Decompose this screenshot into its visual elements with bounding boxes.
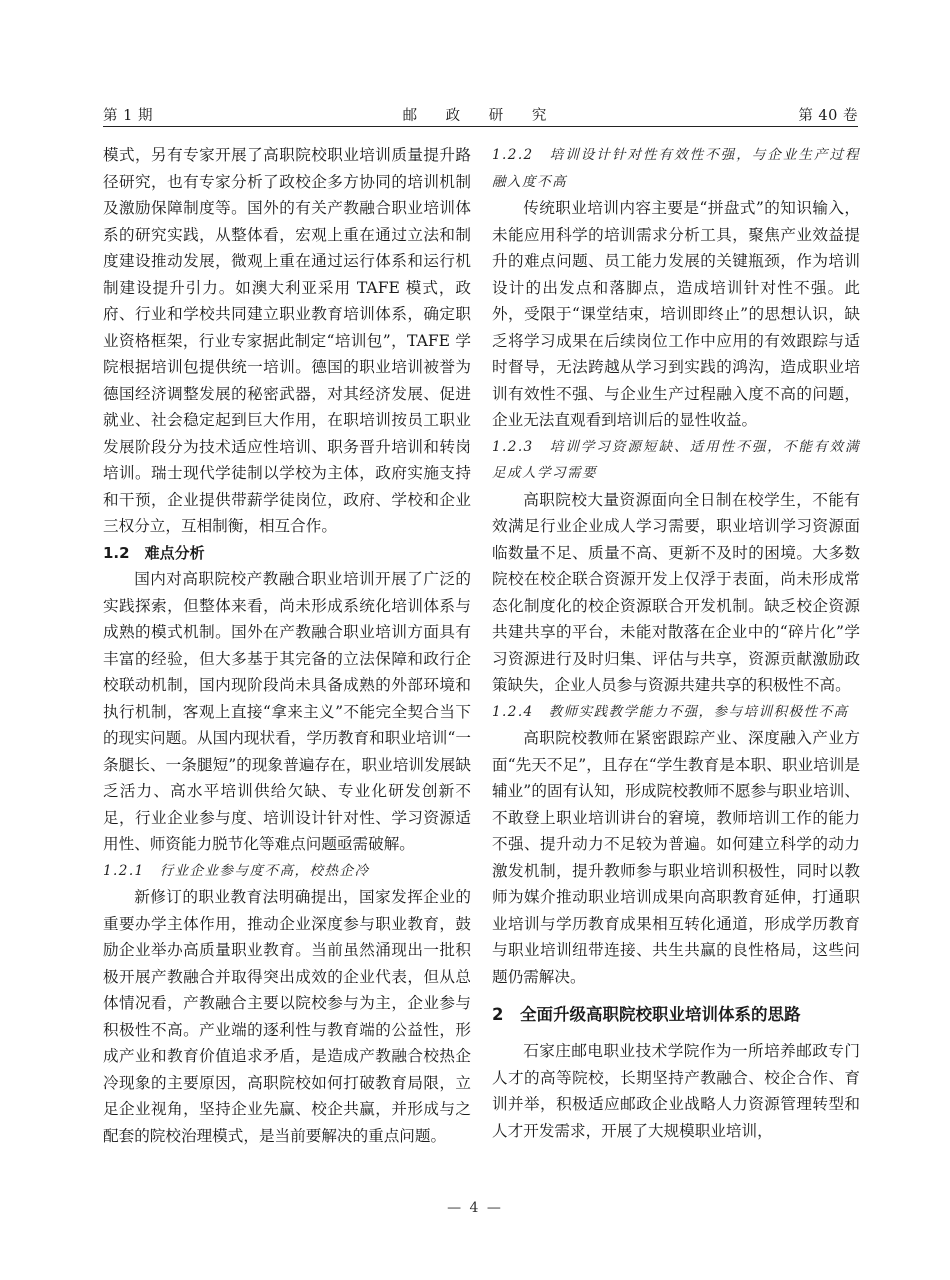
section-heading-2: 2 全面升级高职院校职业培训体系的思路: [492, 1005, 801, 1024]
subsection-heading-1-2-3: 1.2.3 培训学习资源短缺、适用性不强，不能有效满足成人学习需要: [492, 438, 860, 481]
right-column: [492, 142, 860, 1144]
paragraph-1-2-3: 高职院校大量资源面向全日制在校学生，不能有效满足行业企业成人学习需要，职业培训学习资源面临数量不足、质量不高、更新不及时的困境。大多数院校在校企联合资源开发上仅浮于表面，尚未形成常态化制度化的校企资源联合开发机制。缺乏校企资源共建共享的平台，未能对散落在企业中的“碎片化”学习资源进行及时归集、评估与共享，资源贡献激励政策缺失，企业人员参与资源共建共享的积极性不高。: [492, 490, 860, 694]
subsection-heading-1-2-1: 1.2.1 行业企业参与度不高，校热企冷: [103, 862, 370, 879]
paragraph-2: 石家庄邮电职业技术学院作为一所培养邮政专门人才的高等院校，长期坚持产教融合、校企合作、育训并举，积极适应邮政企业战略人力资源管理转型和人才开发需求，开展了大规模职业培训，: [492, 1042, 860, 1140]
section-heading-1-2: 1.2 难点分析: [103, 543, 205, 562]
paragraph-1-2-4: 高职院校教师在紧密跟踪产业、深度融入产业方面“先天不足”，且存在“学生教育是本职、职业培训是辅业”的固有认知，形成院校教师不愿参与职业培训、不敢登上职业培训讲台的窘境，教师培训工作的能力不强、提升动力不足较为普遍。如何建立科学的动力激发机制，提升教师参与职业培训积极性，同时以教师为媒介推动职业培训成果向高职教育延伸，打通职业培训与学历教育成果相互转化通道，形成学历教育与职业培训纽带连接、共生共赢的良性格局，这些问题仍需解决。: [492, 729, 860, 986]
subsection-heading-1-2-4: 1.2.4 教师实践教学能力不强，参与培训积极性不高: [492, 703, 849, 720]
paragraph-1-2: 国内对高职院校产教融合职业培训开展了广泛的实践探索，但整体来看，尚未形成系统化培训体系与成熟的模式机制。国外在产教融合职业培训方面具有丰富的经验，但大多基于其完备的立法保障和政行企校联动机制，国内现阶段尚未具备成熟的外部环境和执行机制，客观上直接“拿来主义”不能完全契合当下的现实问题。从国内现状看，学历教育和职业培训“一条腿长、一条腿短”的现象普遍存在，职业培训发展缺乏活力、高水平培训供给欠缺、专业化研发创新不足，行业企业参与度、培训设计针对性、学习资源适用性、师资能力脱节化等难点问题亟需破解。: [103, 570, 471, 853]
issue-label: 第 1 期: [103, 108, 153, 124]
left-column: [103, 142, 471, 1149]
paragraph-1-2-2: 传统职业培训内容主要是“拼盘式”的知识输入，未能应用科学的培训需求分析工具，聚焦产业效益提升的难点问题、员工能力发展的关键瓶颈，作为培训设计的出发点和落脚点，造成培训针对性不强。此外，受限于“课堂结束，培训即终止”的思想认识，缺乏将学习成果在后续岗位工作中应用的有效跟踪与适时督导，无法跨越从学习到实践的鸿沟，造成职业培训有效性不强、与企业生产过程融入度不高的问题，企业无法直观看到培训后的显性收益。: [492, 199, 860, 429]
paragraph-continued: 模式，另有专家开展了高职院校职业培训质量提升路径研究，也有专家分析了政校企多方协同的培训机制及激励保障制度等。国外的有关产教融合职业培训体系的研究实践，从整体看，宏观上重在通过立法和制度建设推动发展，微观上重在通过运行体系和运行机制建设提升引力。如澳大利亚采用 TAFE 模式，政府、行业和学校共同建立职业教育培训体系，确定职业资格框架，行业专家据此制定“培训包”，TAFE 学院根据培训包提供统一培训。德国的职业培训被誉为德国经济调整发展的秘密武器，对其经济发展、促进就业、社会稳定起到巨大作用，在职培训按员工职业发展阶段分为技术适应性培训、职务晋升培训和转岗培训。瑞士现代学徒制以学校为主体，政府实施支持和干预，企业提供带薪学徒岗位，政府、学校和企业三权分立，互相制衡，相互合作。: [103, 146, 471, 535]
volume-label: 第 40 卷: [798, 108, 858, 124]
journal-title: 邮 政 研 究: [402, 108, 559, 124]
subsection-heading-1-2-2: 1.2.2 培训设计针对性有效性不强，与企业生产过程融入度不高: [492, 147, 860, 190]
running-header: [103, 100, 858, 127]
page-number: — 4 —: [447, 1200, 503, 1216]
paragraph-1-2-1: 新修订的职业教育法明确提出，国家发挥企业的重要办学主体作用，推动企业深度参与职业教育，鼓励企业举办高质量职业教育。当前虽然涌现出一批积极开展产教融合并取得突出成效的企业代表，但从总体情况看，产教融合主要以院校参与为主，企业参与积极性不高。产业端的逐利性与教育端的公益性，形成产业和教育价值追求矛盾，是造成产教融合校热企冷现象的主要原因，高职院校如何打破教育局限，立足企业视角，坚持企业先赢、校企共赢，并形成与之配套的院校治理模式，是当前要解决的重点问题。: [103, 888, 471, 1145]
